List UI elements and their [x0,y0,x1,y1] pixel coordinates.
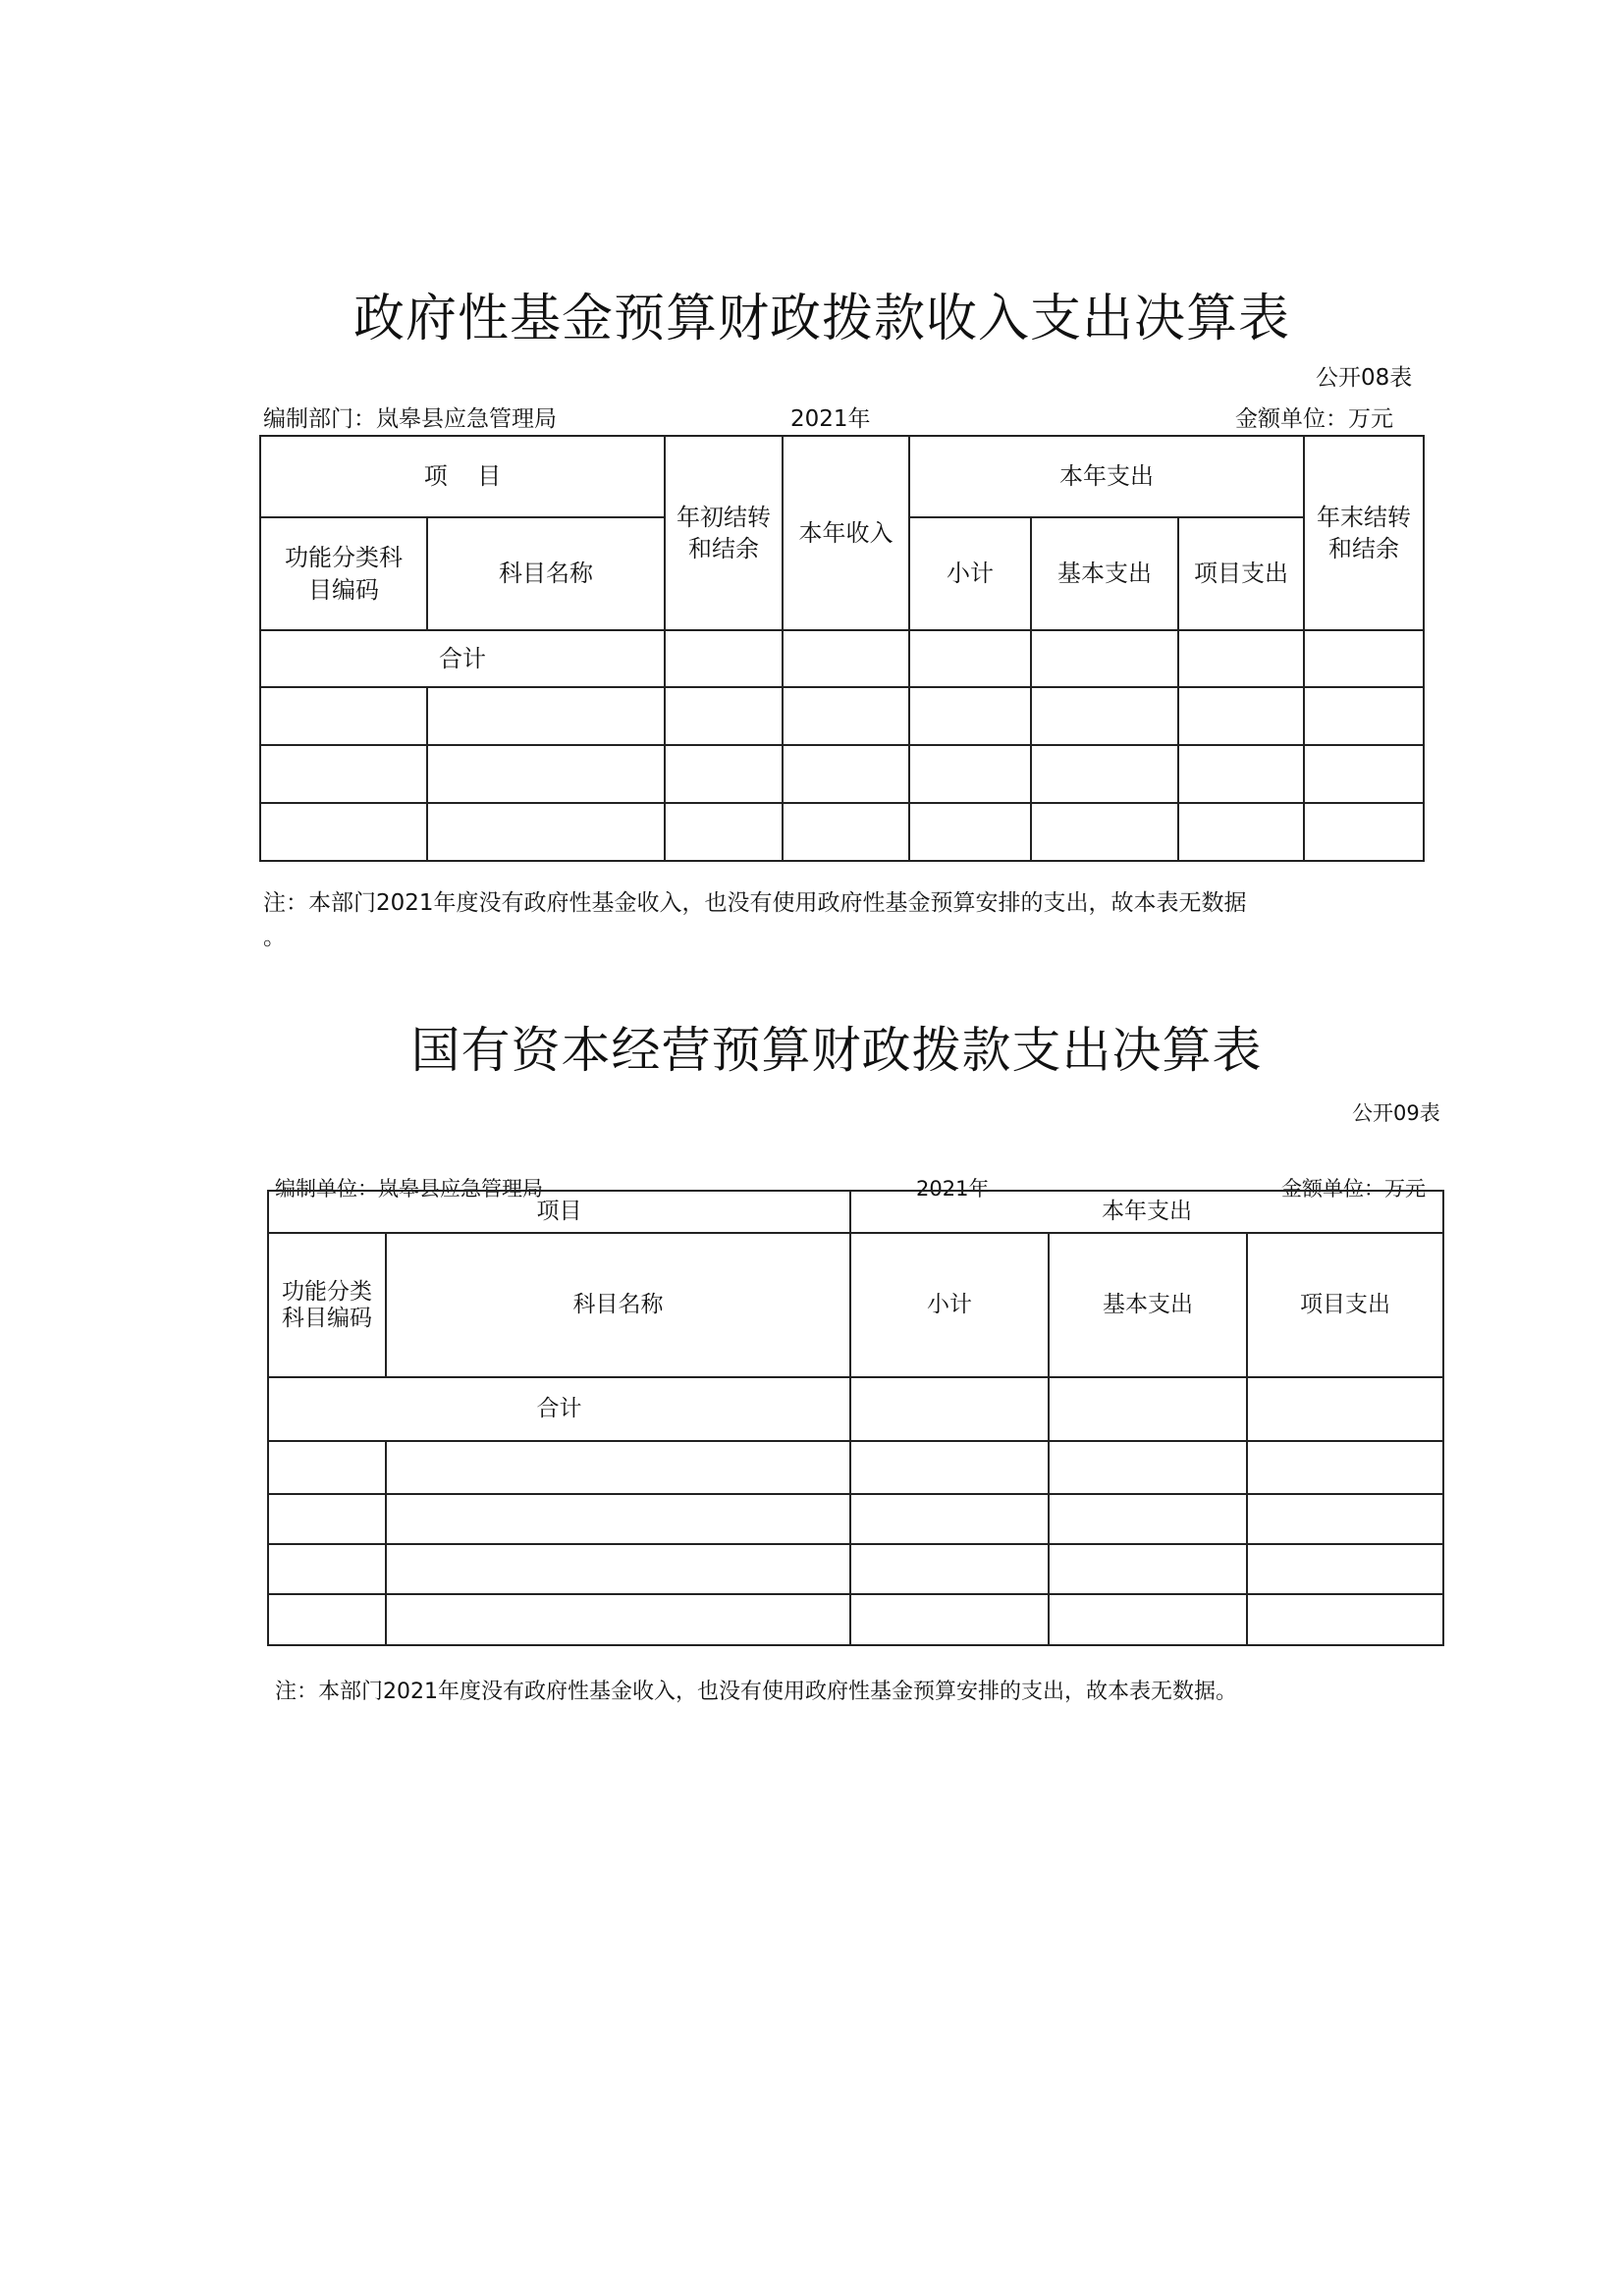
doc1-header-carryover-begin: 年初结转和结余 [665,436,783,630]
table-cell [1031,803,1178,861]
doc2-total-label: 合计 [268,1377,850,1441]
table-row [268,1441,1443,1494]
table-cell [850,1377,1049,1441]
doc2-header-subtotal: 小计 [850,1233,1049,1377]
table-cell [386,1494,850,1544]
table-cell [1031,630,1178,687]
doc1-header-subject-name: 科目名称 [427,517,665,630]
table-cell [850,1594,1049,1645]
doc2-dept-label: 编制单位：岚皋县应急管理局 [275,1177,543,1201]
doc1-note-end: 。 [263,925,286,950]
table-cell [1178,803,1304,861]
table-cell [665,630,783,687]
table-row [268,1494,1443,1544]
table-cell [1049,1377,1247,1441]
table-cell [260,745,427,803]
doc2-header-project-exp: 项目支出 [1247,1233,1443,1377]
doc1-total-label: 合计 [260,630,665,687]
table-cell [1049,1544,1247,1594]
table-cell [909,745,1031,803]
table-cell [909,630,1031,687]
doc2-table [267,1190,1444,1646]
table-cell [1049,1594,1247,1645]
doc2-header-subject-name: 科目名称 [386,1233,850,1377]
table-cell [268,1594,386,1645]
doc1-table [259,435,1425,862]
doc1-note: 注：本部门2021年度没有政府性基金收入，也没有使用政府性基金预算安排的支出，故本表无数据 [263,890,1247,916]
doc2-form-code: 公开09表 [1352,1101,1440,1125]
doc2-header-func-code: 功能分类科目编码 [268,1233,386,1377]
doc1-form-code: 公开08表 [1316,365,1413,391]
table-cell [1049,1494,1247,1544]
doc2-header-expense: 本年支出 [850,1191,1443,1233]
table-cell [260,687,427,745]
table-cell [1178,630,1304,687]
table-cell [909,803,1031,861]
doc2-year: 2021年 [916,1177,990,1201]
table-cell [1247,1377,1443,1441]
table-cell [1304,745,1424,803]
table-cell [386,1544,850,1594]
doc2-unit: 金额单位：万元 [1281,1177,1426,1201]
doc1-header-func-code: 功能分类科目编码 [260,517,427,630]
table-cell [1178,745,1304,803]
table-cell [1031,687,1178,745]
table-cell [1247,1594,1443,1645]
doc1-header-project: 项 目 [260,436,665,517]
table-cell [1304,630,1424,687]
doc2-title: 国有资本经营预算财政拨款支出决算表 [410,1022,1263,1079]
table-cell [268,1544,386,1594]
doc1-total-row [260,630,1424,687]
table-cell [1247,1494,1443,1544]
table-cell [427,803,665,861]
table-cell [1178,687,1304,745]
table-row [260,803,1424,861]
table-cell [427,687,665,745]
doc2-header-basic: 基本支出 [1049,1233,1247,1377]
table-row [268,1544,1443,1594]
table-cell [1049,1441,1247,1494]
table-cell [850,1544,1049,1594]
doc1-header-income: 本年收入 [783,436,909,630]
doc1-header-basic: 基本支出 [1031,517,1178,630]
table-row [268,1594,1443,1645]
table-cell [665,803,783,861]
doc1-header-subtotal: 小计 [909,517,1031,630]
table-cell [268,1494,386,1544]
table-cell [260,803,427,861]
table-cell [268,1441,386,1494]
table-cell [909,687,1031,745]
table-cell [386,1441,850,1494]
doc1-unit: 金额单位：万元 [1235,406,1393,432]
table-row [260,687,1424,745]
table-cell [783,803,909,861]
table-cell [1247,1441,1443,1494]
table-cell [850,1441,1049,1494]
table-cell [665,687,783,745]
doc1-dept-label: 编制部门：岚皋县应急管理局 [263,406,557,432]
doc2-total-row [268,1377,1443,1441]
table-cell [850,1494,1049,1544]
doc1-header-carryover-end: 年末结转和结余 [1304,436,1424,630]
doc1-year: 2021年 [790,406,871,432]
table-cell [386,1594,850,1645]
table-cell [665,745,783,803]
doc2-note: 注：本部门2021年度没有政府性基金收入，也没有使用政府性基金预算安排的支出，故本表无数据。 [275,1680,1237,1704]
table-cell [783,687,909,745]
table-cell [427,745,665,803]
table-cell [783,630,909,687]
doc1-header-expense: 本年支出 [909,436,1304,517]
table-cell [1304,803,1424,861]
table-cell [1247,1544,1443,1594]
table-cell [1304,687,1424,745]
table-cell [1031,745,1178,803]
doc2-header-project: 项目 [268,1191,850,1233]
doc1-header-project-exp: 项目支出 [1178,517,1304,630]
table-row [260,745,1424,803]
doc1-title: 政府性基金预算财政拨款收入支出决算表 [352,290,1290,348]
table-cell [783,745,909,803]
